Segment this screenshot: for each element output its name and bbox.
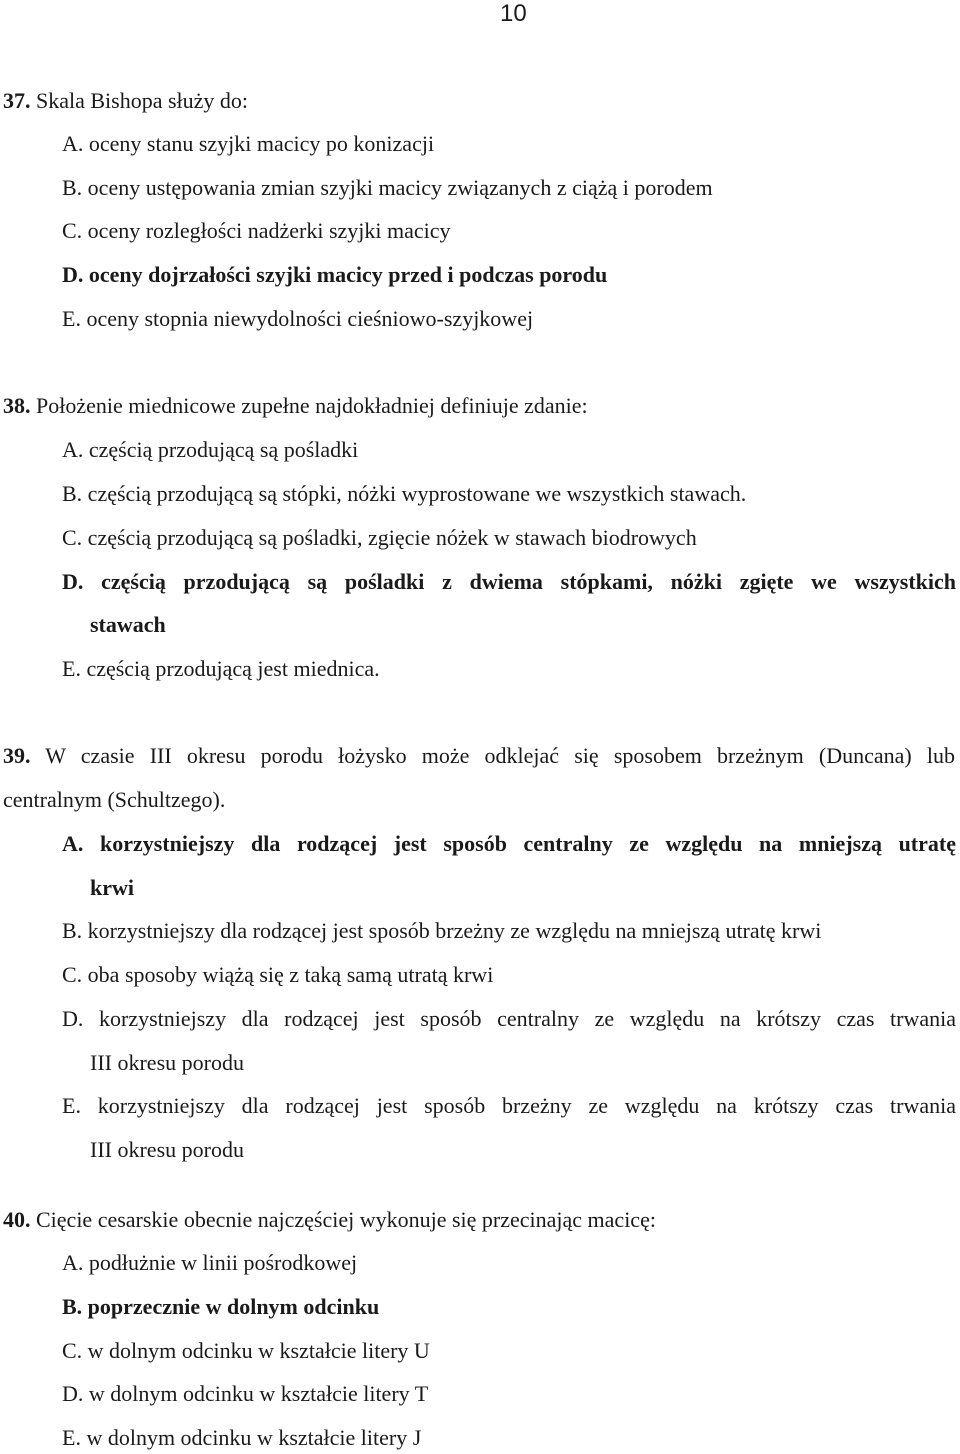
answer-option: C. w dolnym odcinku w kształcie litery U [62, 1338, 430, 1363]
answer-option-correct: D. częścią przodującą są pośladki z dwiema stópkami, nóżki zgięte we wszystkich [62, 569, 956, 594]
answer-option: E. częścią przodującą jest miednica. [62, 656, 380, 681]
answer-option-continuation: stawach [90, 612, 166, 637]
answer-option: C. oceny rozległości nadżerki szyjki macicy [62, 218, 451, 243]
answer-option: D. w dolnym odcinku w kształcie litery T [62, 1381, 429, 1406]
question-text: Skala Bishopa służy do: [36, 88, 249, 113]
question-number: 40. [3, 1207, 31, 1232]
question-number: 38. [3, 393, 31, 418]
answer-option-continuation: III okresu porodu [90, 1050, 244, 1075]
question-39 [3, 743, 955, 769]
answer-option: B. korzystniejszy dla rodzącej jest sposób brzeżny ze względu na mniejszą utratę krwi [62, 918, 822, 943]
question-text: W czasie III okresu porodu łożysko może odklejać się sposobem brzeżnym (Duncana) lub [45, 743, 955, 768]
answer-option: B. częścią przodującą są stópki, nóżki wyprostowane we wszystkich stawach. [62, 481, 747, 506]
answer-option: B. oceny ustępowania zmian szyjki macicy związanych z ciążą i porodem [62, 175, 713, 200]
answer-option: A. częścią przodującą są pośladki [62, 437, 359, 462]
question-38 [3, 393, 588, 419]
question-40 [3, 1207, 656, 1233]
answer-option: E. oceny stopnia niewydolności cieśniowo-szyjkowej [62, 306, 534, 331]
answer-option-correct: B. poprzecznie w dolnym odcinku [62, 1294, 380, 1319]
answer-option: A. oceny stanu szyjki macicy po konizacji [62, 131, 435, 156]
answer-option: C. oba sposoby wiążą się z taką samą utratą krwi [62, 962, 494, 987]
answer-option: D. korzystniejszy dla rodzącej jest sposób centralny ze względu na krótszy czas trwania [62, 1006, 956, 1031]
answer-option-correct: D. oceny dojrzałości szyjki macicy przed i podczas porodu [62, 262, 608, 287]
answer-option-continuation: krwi [90, 875, 134, 900]
answer-option-continuation: III okresu porodu [90, 1137, 244, 1162]
answer-option: C. częścią przodującą są pośladki, zgięcie nóżek w stawach biodrowych [62, 525, 697, 550]
answer-option-correct: A. korzystniejszy dla rodzącej jest sposób centralny ze względu na mniejszą utratę [62, 831, 956, 856]
question-37 [3, 88, 248, 114]
question-number: 39. [3, 743, 31, 768]
answer-option: E. w dolnym odcinku w kształcie litery J [62, 1425, 422, 1450]
question-number: 37. [3, 88, 31, 113]
question-text: Cięcie cesarskie obecnie najczęściej wykonuje się przecinając macicę: [36, 1207, 656, 1232]
question-text: Położenie miednicowe zupełne najdokładniej definiuje zdanie: [36, 393, 588, 418]
answer-option: E. korzystniejszy dla rodzącej jest sposób brzeżny ze względu na krótszy czas trwania [62, 1093, 956, 1118]
page-number: 10 [500, 0, 527, 27]
answer-option: A. podłużnie w linii pośrodkowej [62, 1250, 358, 1275]
question-text-continuation: centralnym (Schultzego). [3, 787, 226, 812]
